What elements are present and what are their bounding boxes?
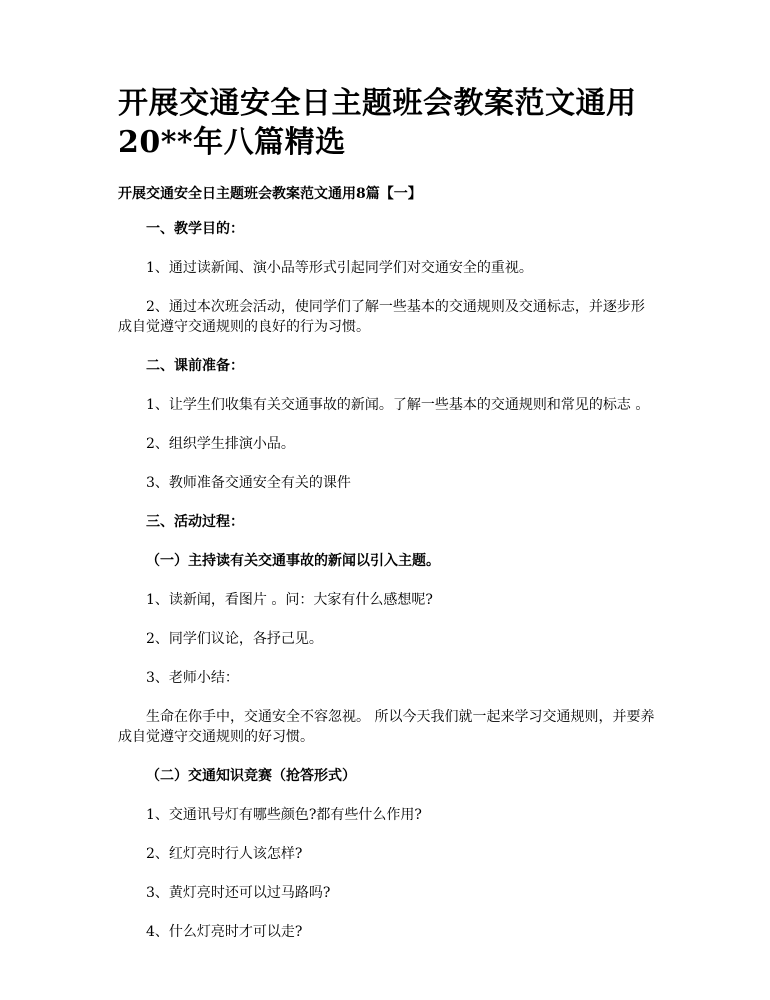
- paragraph: 三、活动过程：: [146, 514, 244, 530]
- paragraph: 2、通过本次班会活动，使同学们了解一些基本的交通规则及交通标志，并逐步形成自觉遵守交通规则的良好的行为习惯。: [118, 299, 645, 335]
- paragraph: （一）主持读有关交通事故的新闻以引入主题。: [146, 553, 440, 569]
- paragraph: 2、组织学生排演小品。: [146, 436, 295, 452]
- paragraph: 1、交通讯号灯有哪些颜色?都有些什么作用?: [146, 807, 422, 823]
- paragraph: 3、黄灯亮时还可以过马路吗?: [146, 885, 331, 901]
- paragraph: 3、老师小结：: [146, 670, 239, 686]
- section-heading: 开展交通安全日主题班会教案范文通用8篇【一】: [118, 186, 422, 202]
- paragraph: 1、让学生们收集有关交通事故的新闻。了解一些基本的交通规则和常见的标志 。: [146, 397, 650, 413]
- document-body: [118, 219, 658, 942]
- paragraph: 2、同学们议论，各抒己见。: [146, 631, 323, 647]
- paragraph: 一、教学目的：: [146, 221, 244, 237]
- document-page: [118, 84, 658, 961]
- document-title: 开展交通安全日主题班会教案范文通用20**年八篇精选: [118, 86, 637, 160]
- paragraph: 3、教师准备交通安全有关的课件: [146, 475, 351, 491]
- paragraph: 4、什么灯亮时才可以走?: [146, 924, 303, 940]
- paragraph: 2、红灯亮时行人该怎样?: [146, 846, 303, 862]
- paragraph: 1、通过读新闻、演小品等形式引起同学们对交通安全的重视。: [146, 260, 533, 276]
- paragraph: 1、读新闻，看图片 。问：大家有什么感想呢?: [146, 592, 433, 608]
- paragraph: 生命在你手中，交通安全不容忽视。 所以今天我们就一起来学习交通规则，并要养成自觉遵守交通规则的好习惯。: [118, 709, 655, 745]
- paragraph: （二）交通知识竞赛（抢答形式）: [146, 768, 356, 784]
- paragraph: 二、课前准备：: [146, 358, 244, 374]
